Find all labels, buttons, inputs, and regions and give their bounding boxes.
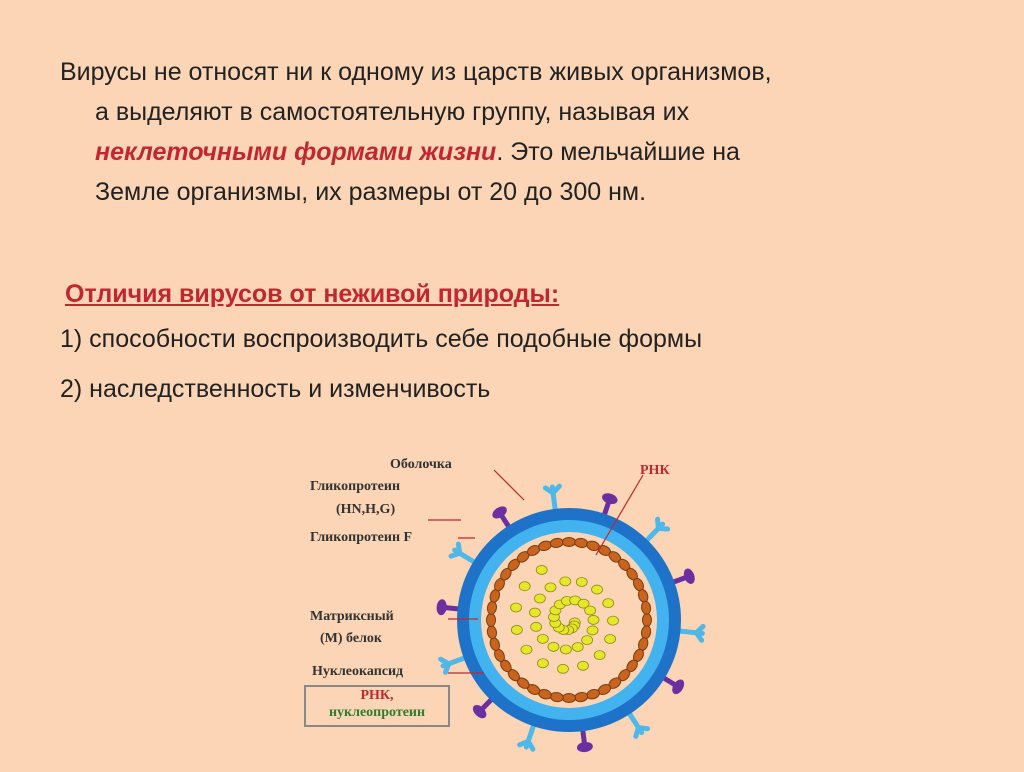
spike-head-hn (545, 486, 559, 493)
nucleocapsid-bead (531, 622, 542, 631)
nucleocapsid-bead (511, 603, 522, 612)
nucleocapsid-bead (560, 577, 571, 586)
differences-heading: Отличия вирусов от неживой природы: (65, 280, 560, 308)
spike-head-hn (520, 741, 533, 749)
nucleocapsid-bead (588, 615, 599, 624)
virus-interior (481, 532, 657, 708)
legend-nucleoprotein: нуклеопротеин (328, 705, 426, 720)
nucleocapsid-bead (534, 594, 545, 603)
nucleocapsid-bead (587, 626, 598, 635)
nucleocapsid-bead (560, 645, 571, 654)
label-glycoprotein-hn-types: (HN,H,G) (336, 502, 396, 517)
label-matrix-protein: (М) белок (320, 631, 382, 646)
label-nucleocapsid: Нуклеокапсид (312, 664, 404, 679)
intro-line-3: . Это мельчайшие на (496, 138, 740, 166)
nucleocapsid-bead (605, 635, 616, 644)
nucleocapsid-bead (529, 608, 540, 617)
intro-line-1: Вирусы не относят ни к одному из царств живых организмов, (60, 58, 772, 86)
nucleocapsid-bead (576, 577, 587, 586)
intro-line-2: а выделяют в самостоятельную группу, называя их неклеточными формами жизни. Это мельчайшие на Земле организмы, их размеры от 20 до 300 нм. (95, 98, 740, 206)
nucleocapsid-bead (594, 651, 605, 660)
nucleocapsid-bead (582, 636, 593, 645)
list-item: 1) способности воспроизводить себе подобные формы (60, 325, 703, 353)
nucleocapsid-bead (536, 565, 547, 574)
nucleocapsid-bead (511, 625, 522, 634)
label-glycoprotein-hn: Гликопротеин (310, 479, 401, 494)
spike-head-hn (441, 659, 449, 672)
spike-head-f (436, 599, 448, 616)
spike-head-hn (636, 728, 648, 737)
spike-head-f (576, 741, 593, 753)
nucleocapsid-bead (585, 606, 596, 615)
virus-diagram (298, 445, 718, 767)
nucleocapsid-bead (548, 642, 559, 651)
intro-line-4: Земле организмы, их размеры от 20 до 300 нм. (95, 178, 647, 206)
nucleocapsid-bead (519, 582, 530, 591)
legend-box (304, 685, 450, 727)
highlight-term: неклеточными формами жизни (95, 138, 497, 166)
matrix-bead (563, 694, 576, 703)
nucleocapsid-bead (607, 616, 618, 625)
list-item: 2) наследственность и изменчивость (60, 375, 491, 403)
spike-head-hn (658, 519, 668, 529)
label-glycoprotein-f: Гликопротеин F (310, 530, 413, 545)
legend-rna: РНК, (360, 688, 394, 703)
spike-head-f (670, 677, 687, 696)
label-matrix: Матриксный (310, 609, 394, 624)
spike-head-hn (451, 544, 460, 556)
label-envelope: Оболочка (390, 457, 452, 472)
label-rna: РНК (640, 463, 670, 478)
spike-head-f (601, 491, 619, 506)
matrix-bead (643, 614, 652, 627)
spike-head-hn (696, 626, 703, 640)
matrix-bead (563, 538, 576, 547)
nucleocapsid-bead (537, 634, 548, 643)
nucleocapsid-bead (592, 585, 603, 594)
matrix-bead (487, 614, 496, 627)
nucleocapsid-bead (537, 659, 548, 668)
nucleocapsid-bead (521, 645, 532, 654)
intro-paragraph (60, 52, 960, 212)
nucleocapsid-bead (578, 661, 589, 670)
nucleocapsid-bead (572, 642, 583, 651)
nucleocapsid-bead (545, 583, 556, 592)
nucleocapsid-bead (603, 599, 614, 608)
nucleocapsid-bead (557, 664, 568, 673)
